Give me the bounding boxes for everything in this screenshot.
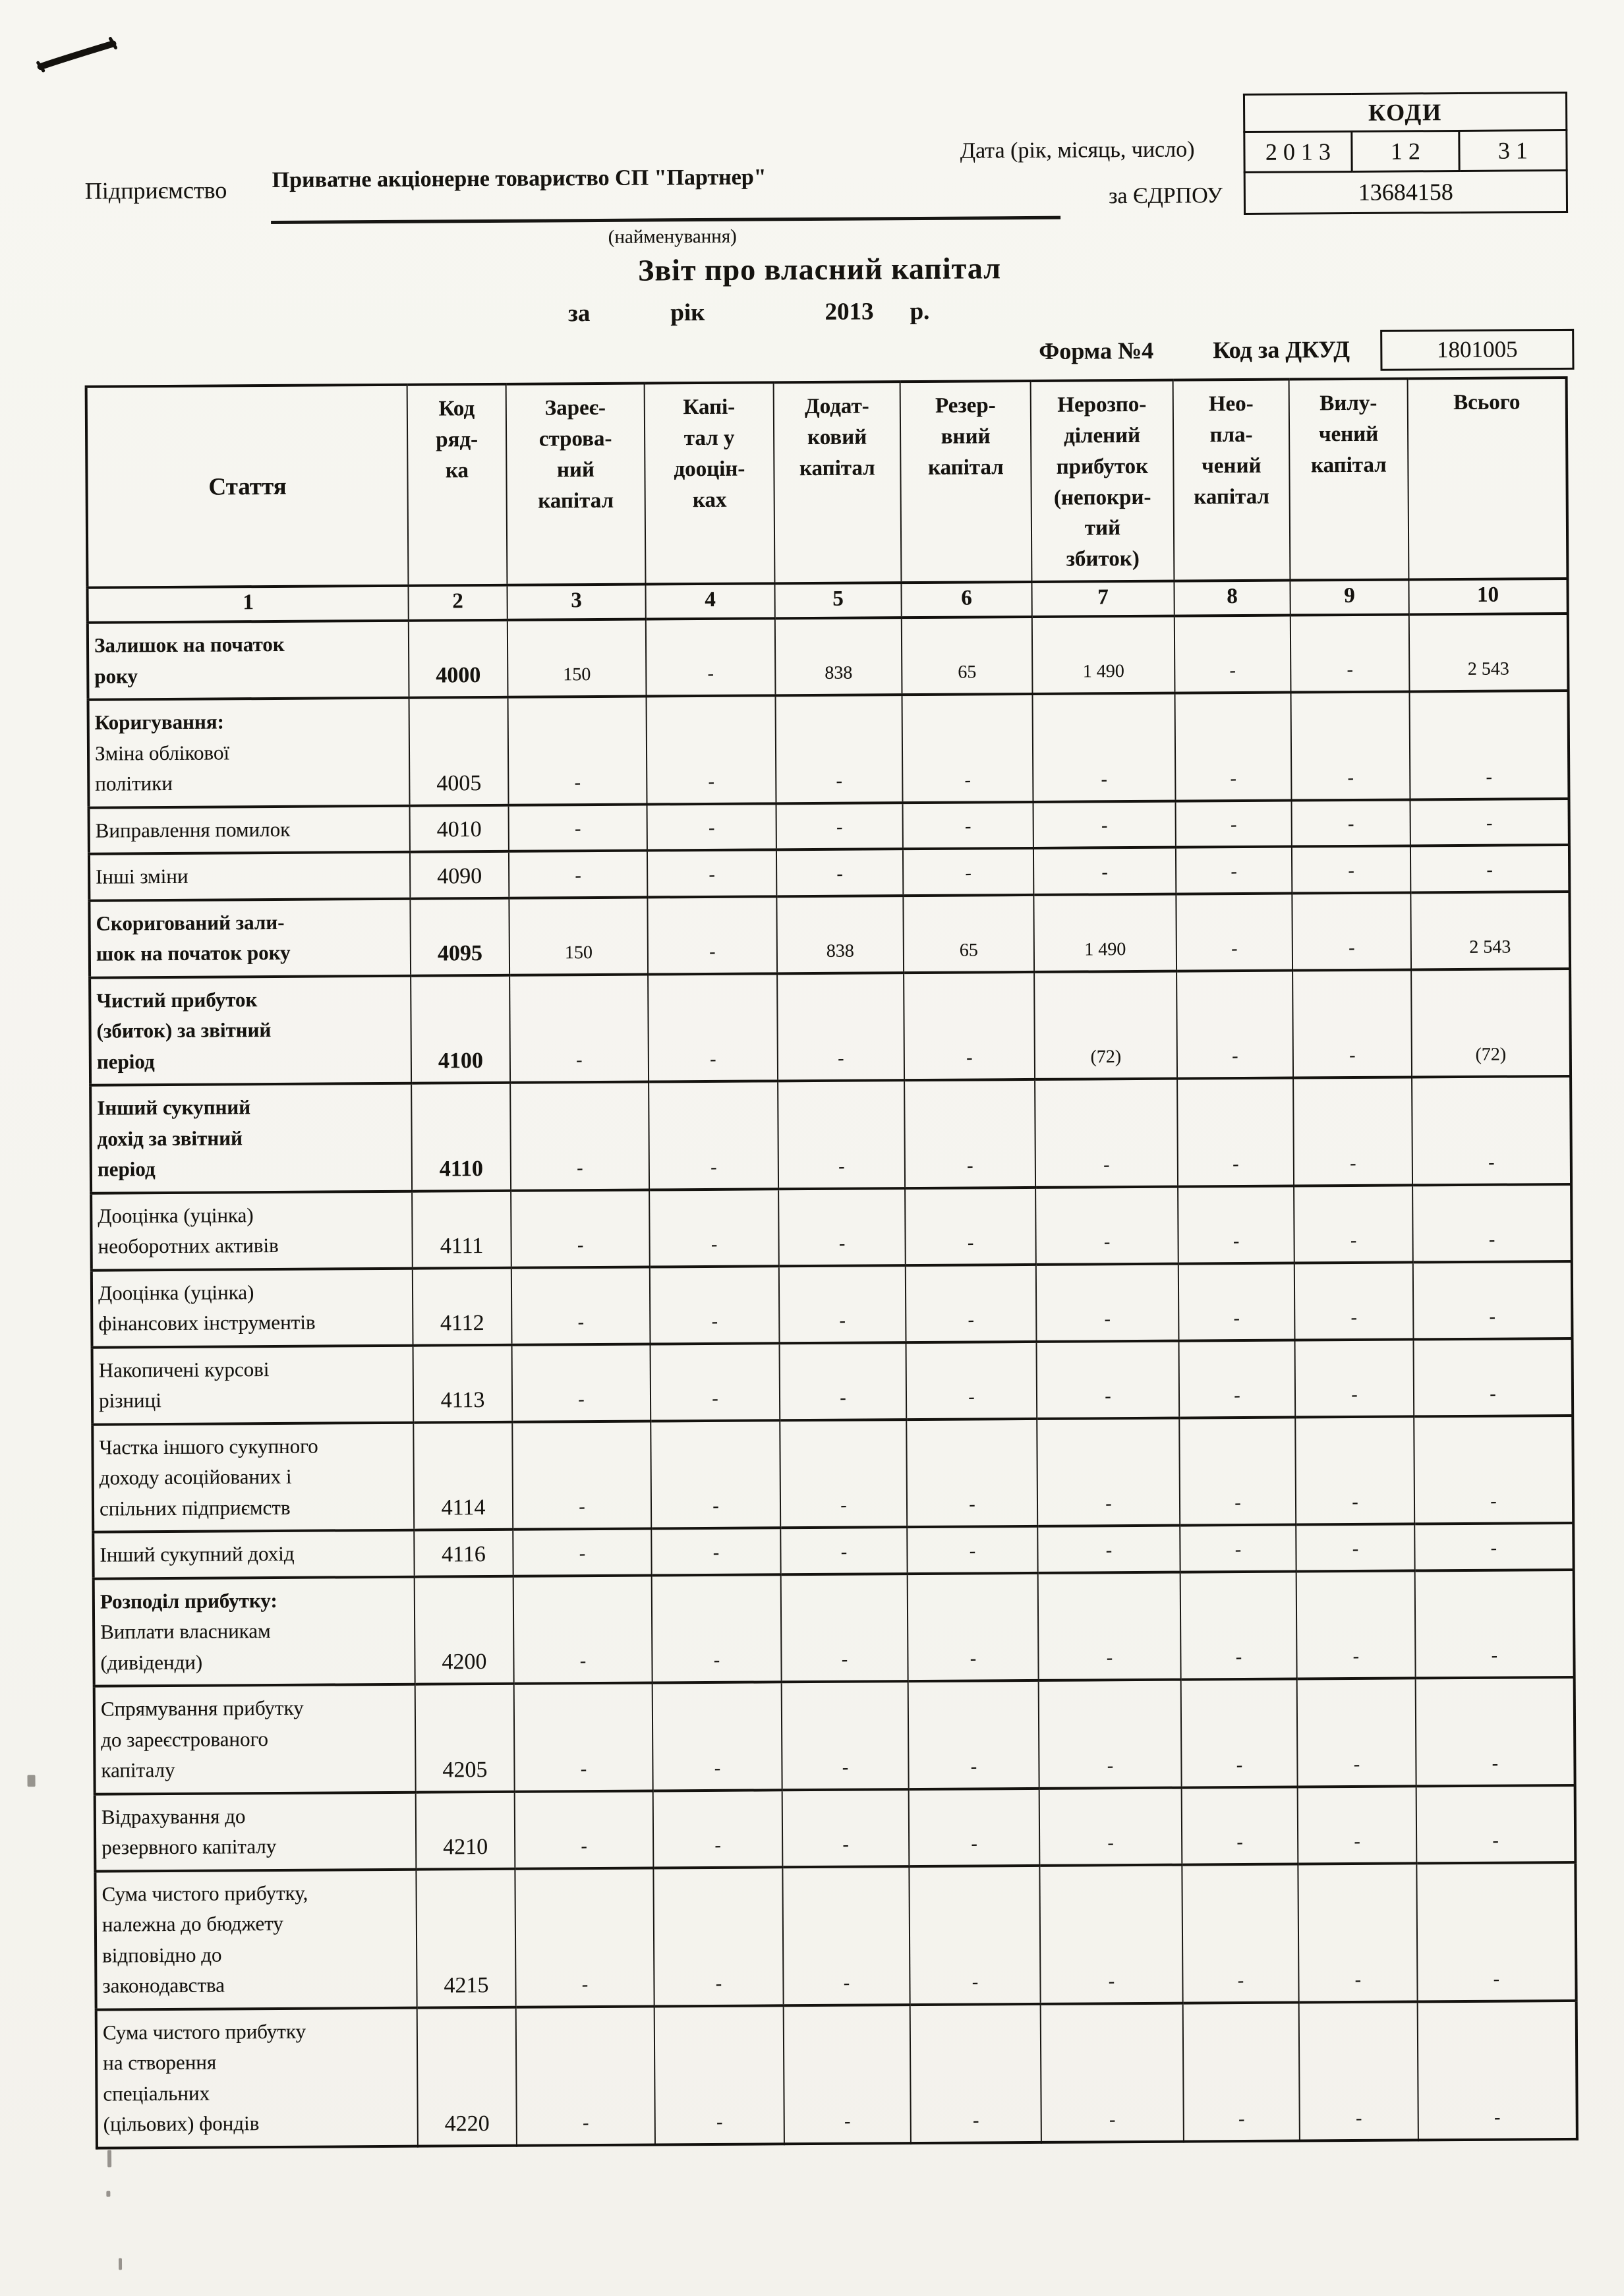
row-value-col-9: - [1293, 1077, 1412, 1186]
row-value-col-10: - [1414, 1416, 1573, 1524]
row-value-col-6: 65 [903, 895, 1034, 973]
table-row-4220 [96, 2001, 1577, 2148]
row-value-col-10: - [1414, 1523, 1573, 1570]
row-label: Спрямування прибутку до зареєстрованого капіталу [100, 1696, 304, 1782]
equity-statement-table [85, 376, 1579, 2149]
row-code: 4205 [415, 1684, 515, 1792]
column-header-6: Резер- вний капітал [900, 381, 1032, 583]
row-value-col-7: - [1035, 1186, 1178, 1264]
column-number-9: 9 [1290, 580, 1408, 616]
row-value-col-8: - [1176, 847, 1292, 894]
row-value-col-6: - [906, 1265, 1037, 1342]
row-code: 4113 [413, 1344, 513, 1422]
row-label-cell [92, 1345, 414, 1424]
row-value-col-7: - [1039, 1680, 1182, 1789]
row-value-col-4: - [654, 2005, 784, 2144]
row-value-col-4: - [647, 896, 777, 974]
row-label-cell [89, 852, 410, 900]
row-value-col-7: 1 490 [1033, 894, 1176, 971]
row-label-cell [95, 1869, 417, 2009]
row-value-col-8: - [1174, 616, 1291, 693]
row-value-col-9: - [1298, 1863, 1417, 2002]
column-header-3: Зареє- строва- ний капітал [506, 384, 646, 585]
row-value-col-3: - [509, 804, 647, 851]
row-value-col-7: - [1035, 1079, 1178, 1188]
row-value-col-9: - [1291, 799, 1410, 847]
row-value-col-6: - [906, 1419, 1037, 1528]
row-label: Частка іншого сукупного доходу асоційованих і спільних підприємств [99, 1434, 318, 1520]
row-value-col-4: - [647, 695, 776, 804]
row-value-col-3: 150 [508, 619, 647, 697]
codes-title: КОДИ [1244, 92, 1566, 132]
row-value-col-7: 1 490 [1032, 616, 1175, 694]
row-label-cell [90, 1083, 412, 1193]
row-value-col-8: - [1175, 800, 1291, 847]
table-row-4200 [94, 1570, 1575, 1686]
column-number-2: 2 [408, 585, 507, 621]
table-row-4100 [90, 969, 1571, 1085]
row-value-col-5: - [784, 2005, 911, 2144]
row-value-col-4: - [649, 1189, 779, 1267]
table-row-4114 [92, 1416, 1573, 1532]
row-value-col-6: - [908, 1680, 1039, 1789]
row-value-col-5: - [780, 1420, 907, 1528]
row-label: Дооцінка (уцінка) фінансових інструментів [98, 1280, 316, 1335]
row-code: 4110 [411, 1083, 511, 1191]
dkud-label: Код за ДКУД [1213, 335, 1350, 364]
scan-artifact [119, 2258, 122, 2270]
column-number-6: 6 [901, 582, 1031, 617]
row-value-col-8: - [1178, 1340, 1295, 1418]
row-value-col-10: - [1413, 1261, 1573, 1339]
row-value-col-3: - [513, 1575, 652, 1684]
row-value-col-10: 2 543 [1410, 892, 1570, 969]
row-value-col-4: - [652, 1574, 782, 1683]
row-value-col-7: - [1033, 801, 1175, 848]
row-value-col-10: 2 543 [1409, 614, 1569, 691]
dkud-code-box: 1801005 [1380, 329, 1574, 371]
table-header-row [86, 378, 1568, 588]
row-value-col-6: - [909, 1866, 1040, 2005]
subtitle-za: за [567, 300, 591, 328]
edrpou-value: 13684158 [1244, 170, 1567, 214]
enterprise-label: Підприємство [84, 177, 227, 204]
row-value-col-9: - [1290, 692, 1410, 801]
row-value-col-7: - [1041, 2003, 1184, 2142]
row-value-col-3: - [511, 1190, 650, 1267]
row-value-col-5: - [782, 1866, 910, 2005]
row-value-col-3: - [512, 1421, 651, 1530]
row-label: Зміна облікової політики [94, 741, 230, 795]
document-subtitle [568, 297, 930, 328]
table-row-4215 [95, 1862, 1576, 2010]
scan-artifact [106, 2191, 110, 2197]
scan-artifact [27, 1775, 35, 1787]
document-title: Звіт про власний капітал [637, 251, 1002, 287]
row-label: Виправлення помилок [95, 817, 291, 842]
row-value-col-4: - [646, 618, 776, 696]
column-number-4: 4 [645, 583, 774, 619]
row-value-col-4: - [651, 1420, 780, 1529]
row-value-col-10: - [1418, 2001, 1577, 2140]
row-label: Чистий прибуток (збиток) за звітний період [96, 987, 272, 1074]
table-row-4113 [92, 1338, 1573, 1425]
row-value-col-7: - [1033, 693, 1176, 802]
row-value-col-8: - [1179, 1417, 1296, 1526]
row-value-col-10: - [1412, 1184, 1572, 1262]
pen-mark [32, 32, 131, 78]
row-label: Інший сукупний дохід за звітний період [97, 1095, 251, 1181]
row-value-col-3: - [511, 1267, 651, 1344]
row-section-head: Розподіл прибутку: [100, 1588, 277, 1613]
codes-box [1243, 92, 1568, 215]
row-code: 4220 [417, 2007, 517, 2146]
row-value-col-5: - [780, 1342, 907, 1420]
column-number-1: 1 [87, 586, 408, 623]
row-value-col-7: - [1037, 1526, 1180, 1573]
table-row-4205 [94, 1677, 1575, 1794]
row-value-col-8: - [1183, 2002, 1300, 2141]
row-value-col-5: - [777, 973, 904, 1081]
table-row-4112 [92, 1261, 1573, 1348]
row-value-col-6: - [909, 1789, 1040, 1866]
row-value-col-8: - [1182, 1787, 1298, 1864]
row-value-col-8: - [1178, 1263, 1295, 1340]
table-row-4110 [90, 1076, 1571, 1193]
column-header-4: Капі- тал у дооцін- ках [645, 382, 775, 584]
subtitle-period: рік [670, 299, 705, 327]
column-header-1: Стаття [86, 385, 409, 588]
row-value-col-9: - [1295, 1416, 1414, 1525]
row-value-col-7: - [1036, 1263, 1179, 1341]
row-value-col-9: - [1296, 1524, 1414, 1572]
row-label: Сума чистого прибутку, належна до бюджету відповідно до законодавства [102, 1881, 308, 1997]
row-label: Сума чистого прибутку на створення спеціальних (цільових) фондів [102, 2019, 306, 2136]
row-value-col-9: - [1292, 969, 1412, 1078]
row-value-col-3: - [509, 851, 647, 898]
edrpou-label: за ЄДРПОУ [1108, 183, 1223, 209]
row-value-col-4: - [647, 803, 776, 851]
row-label: Накопичені курсові різниці [98, 1357, 270, 1412]
row-value-col-10: - [1416, 1862, 1576, 2001]
row-value-col-3: - [509, 974, 649, 1083]
row-value-col-7: - [1039, 1864, 1182, 2003]
subtitle-r: р. [910, 297, 930, 326]
row-value-col-10: - [1409, 691, 1569, 799]
row-label-cell [90, 975, 411, 1085]
column-number-5: 5 [774, 583, 901, 618]
table-row-4095 [89, 892, 1570, 978]
row-value-col-10: - [1413, 1338, 1573, 1416]
row-value-col-8: - [1178, 1186, 1294, 1263]
row-label: Відрахування до резервного капіталу [101, 1804, 277, 1859]
row-value-col-4: - [651, 1343, 780, 1421]
row-value-col-8: - [1177, 1078, 1294, 1187]
form-number-label: Форма №4 [1039, 337, 1154, 364]
row-value-col-6: - [903, 802, 1033, 849]
row-value-col-9: - [1296, 1570, 1416, 1679]
row-label-cell [91, 1191, 413, 1270]
column-header-8: Нео- пла- чений капітал [1173, 380, 1290, 581]
row-value-col-5: - [780, 1527, 907, 1574]
row-label-cell [93, 1530, 414, 1578]
date-month-cell: 1 2 [1352, 130, 1459, 171]
row-value-col-8: - [1180, 1525, 1296, 1572]
row-value-col-5: 838 [776, 896, 904, 973]
row-value-col-3: - [514, 1683, 653, 1792]
date-day-cell: 3 1 [1459, 130, 1567, 171]
row-value-col-9: - [1298, 1786, 1417, 1864]
column-number-10: 10 [1408, 579, 1567, 614]
row-label: Інший сукупний дохід [100, 1541, 295, 1566]
row-value-col-6: 65 [902, 617, 1033, 695]
row-value-col-8: - [1174, 693, 1291, 801]
row-value-col-4: - [648, 973, 778, 1082]
row-value-col-7: (72) [1034, 971, 1177, 1079]
row-value-col-3: - [510, 1082, 649, 1191]
row-value-col-7: - [1038, 1572, 1181, 1680]
row-code: 4095 [410, 898, 509, 975]
row-code: 4112 [413, 1267, 512, 1345]
row-label-cell [96, 2007, 418, 2148]
codes-title-row [1244, 92, 1566, 132]
row-value-col-8: - [1181, 1679, 1298, 1788]
row-value-col-6: - [910, 2004, 1041, 2143]
row-code: 4010 [410, 805, 509, 851]
row-value-col-9: - [1292, 892, 1411, 970]
row-label-cell [88, 621, 409, 700]
row-label-cell [94, 1576, 415, 1686]
row-value-col-4: - [651, 1528, 780, 1575]
row-value-col-5: - [778, 1188, 906, 1266]
row-label-cell [95, 1792, 417, 1871]
row-value-col-7: - [1037, 1340, 1180, 1418]
row-value-col-9: - [1294, 1185, 1413, 1263]
codes-edrpou-row [1244, 170, 1567, 214]
column-number-3: 3 [507, 585, 645, 620]
row-value-col-9: - [1292, 846, 1410, 894]
row-value-col-8: - [1180, 1571, 1297, 1680]
table-row-4210 [95, 1785, 1576, 1872]
table-row-4111 [91, 1184, 1572, 1271]
row-value-col-6: - [902, 694, 1033, 803]
table-row-4000 [88, 614, 1569, 700]
row-value-col-9: - [1294, 1339, 1414, 1417]
row-value-col-10: - [1410, 845, 1569, 892]
row-value-col-10: - [1412, 1076, 1571, 1185]
row-label: Скоригований зали- шок на початок року [96, 910, 291, 965]
row-value-col-8: - [1176, 970, 1293, 1079]
row-value-col-9: - [1290, 615, 1410, 693]
row-code: 4116 [414, 1530, 513, 1576]
row-value-col-3: - [508, 697, 647, 805]
row-value-col-9: - [1294, 1262, 1414, 1340]
row-value-col-3: - [515, 1868, 654, 2007]
column-header-5: Додат- ковий капітал [774, 382, 902, 583]
row-value-col-3: - [516, 2006, 655, 2145]
row-value-col-4: - [653, 1867, 783, 2006]
row-value-col-7: - [1037, 1418, 1180, 1526]
row-value-col-6: - [904, 1079, 1035, 1188]
row-value-col-5: - [776, 803, 903, 850]
row-label: Дооцінка (уцінка) необоротних активів [98, 1203, 279, 1258]
row-value-col-5: - [778, 1080, 905, 1189]
date-label: Дата (рік, місяць, число) [960, 137, 1195, 163]
row-value-col-5: - [779, 1265, 906, 1343]
row-value-col-6: - [903, 848, 1033, 896]
date-year-cell: 2 0 1 3 [1244, 131, 1352, 172]
row-label: Виплати власникам (дивіденди) [100, 1619, 271, 1675]
row-code: 4114 [413, 1421, 513, 1530]
row-value-col-4: - [653, 1790, 783, 1868]
row-code: 4090 [410, 851, 509, 898]
row-value-col-3: - [512, 1344, 651, 1421]
row-value-col-5: - [776, 849, 903, 896]
row-value-col-4: - [647, 849, 776, 897]
row-value-col-4: - [650, 1266, 780, 1344]
row-value-col-8: - [1176, 893, 1292, 971]
row-value-col-3: - [515, 1791, 654, 1868]
row-value-col-5: 838 [775, 617, 902, 695]
row-code: 4200 [415, 1576, 514, 1684]
row-code: 4111 [412, 1190, 511, 1268]
column-header-9: Вилу- чений капітал [1289, 378, 1409, 580]
subtitle-year: 2013 [825, 298, 874, 326]
row-value-col-5: - [782, 1681, 909, 1790]
row-label: Інші зміни [96, 864, 188, 888]
row-value-col-3: 150 [509, 897, 648, 975]
row-value-col-7: - [1033, 847, 1176, 895]
codes-date-row [1244, 130, 1567, 172]
column-header-10: Всього [1408, 378, 1568, 580]
row-label: Залишок на початок року [94, 633, 285, 688]
table-row-4005 [88, 691, 1569, 807]
row-value-col-3: - [513, 1529, 651, 1576]
row-label-cell [92, 1268, 413, 1347]
row-label-cell [89, 805, 410, 853]
row-value-col-10: - [1415, 1570, 1575, 1679]
row-value-col-9: - [1297, 1679, 1416, 1787]
row-value-col-5: - [781, 1574, 908, 1682]
row-label-cell [94, 1684, 416, 1794]
row-label-cell [89, 898, 411, 977]
row-value-col-6: - [904, 972, 1035, 1081]
row-value-col-6: - [905, 1188, 1036, 1265]
row-value-col-8: - [1182, 1864, 1298, 2003]
row-value-col-10: - [1410, 799, 1569, 846]
scan-artifact [107, 2150, 111, 2167]
row-value-col-4: - [649, 1081, 778, 1190]
row-value-col-10: - [1416, 1677, 1575, 1786]
row-code: 4005 [409, 697, 509, 805]
column-number-7: 7 [1031, 581, 1174, 617]
row-value-col-5: - [782, 1789, 910, 1867]
row-value-col-4: - [652, 1682, 782, 1791]
row-value-col-5: - [776, 695, 903, 803]
row-section-head: Коригування: [94, 710, 225, 734]
column-number-8: 8 [1174, 581, 1290, 616]
row-value-col-9: - [1299, 2001, 1418, 2140]
row-value-col-6: - [907, 1526, 1037, 1574]
enterprise-name: Приватне акціонерне товариство СП "Партнер" [272, 165, 767, 192]
row-value-col-10: - [1416, 1785, 1576, 1863]
row-label-cell [92, 1422, 414, 1532]
row-value-col-7: - [1039, 1787, 1182, 1865]
row-code: 4215 [416, 1868, 515, 2007]
row-code: 4000 [409, 620, 508, 698]
enterprise-underline [271, 216, 1060, 224]
column-header-2: Код ряд- ка [407, 384, 508, 586]
row-code: 4210 [416, 1791, 515, 1869]
row-value-col-6: - [906, 1342, 1037, 1420]
column-header-7: Нерозпо- ділений прибуток (непокри- тий збиток) [1031, 380, 1174, 582]
row-label-cell [88, 698, 410, 807]
row-value-col-6: - [908, 1573, 1039, 1682]
row-code: 4100 [411, 975, 510, 1083]
row-value-col-10: (72) [1411, 969, 1571, 1077]
name-caption: (найменування) [608, 225, 737, 248]
